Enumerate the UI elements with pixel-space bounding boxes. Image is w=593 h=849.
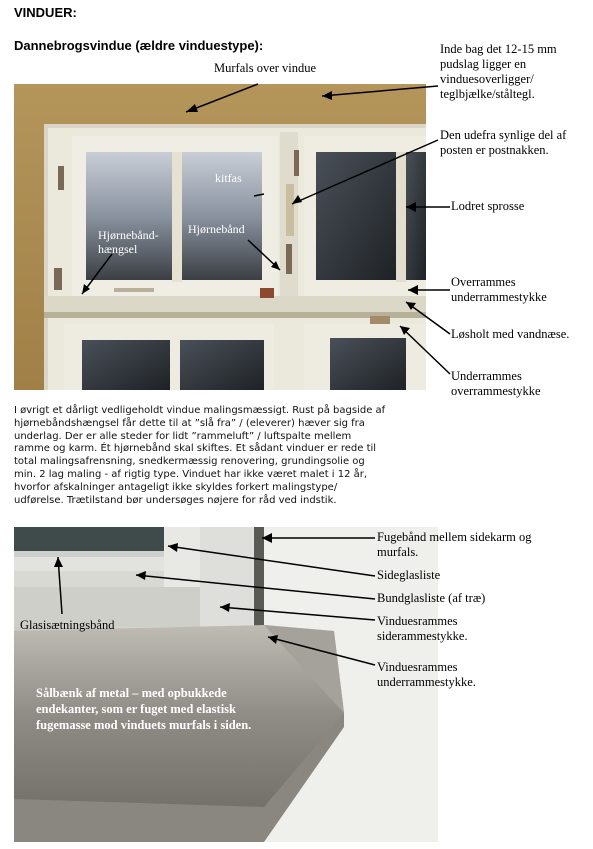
- note-underrammes-line1: Underrammes: [451, 369, 522, 383]
- arrow-sideglasliste: [168, 546, 375, 576]
- paragraph-line-3: underlag. Der er alle steder for lidt ”rammeluft” / luftspalte mellem: [14, 430, 352, 442]
- note-postnakke-line2: posten er postnakken.: [440, 143, 549, 157]
- note-overrammes-line2: underrammestykke: [451, 290, 547, 304]
- note-fugebaand-line1: Fugebånd mellem sidekarm og: [377, 530, 532, 544]
- sill-caption-line1: Sålbænk af metal – med opbukkede: [36, 686, 227, 700]
- note-fugebaand-line2: murfals.: [377, 545, 419, 559]
- note-overrammes-line1: Overrammes: [451, 275, 516, 289]
- note-underrammes-line2: overrammestykke: [451, 384, 541, 398]
- note-underrammestykke-line2: underrammestykke.: [377, 675, 476, 689]
- note-siderammes-line2: siderammestykke.: [377, 629, 468, 643]
- arrowhead-underrammestykke: [268, 635, 278, 644]
- arrowhead-fugebaand: [262, 533, 272, 543]
- arrow-underrammestykke: [268, 637, 375, 665]
- arrowhead-sideglasliste: [168, 543, 178, 552]
- note-underrammestykke-line1: Vinduesrammes: [377, 660, 458, 674]
- sill-caption-line2: endekanter, som er fuget med elastisk: [36, 702, 236, 716]
- note-sprosse: Lodret sprosse: [451, 199, 525, 213]
- note-siderammes-line1: Vinduesrammes: [377, 614, 458, 628]
- label-hjorneband-haengsel-line1: Hjørnebånd-: [98, 228, 159, 242]
- paragraph-line-6: min. 2 lag maling - af rigtig type. Vinduet har ikke været malet i 12 år,: [14, 468, 368, 480]
- label-hjorneband-haengsel-line2: hængsel: [98, 242, 138, 256]
- note-pudslag-line3: vinduesoverligger/: [440, 72, 534, 86]
- label-hjorneband: Hjørnebånd: [188, 222, 245, 236]
- arrowhead-glasisaetningsbaand: [54, 557, 63, 567]
- paragraph-line-4: ramme og karm. Ét hjørnebånd skal skiftes. Et sådant vinduer er rede til: [14, 443, 377, 455]
- paragraph-line-5: total malingsafrensning, snedkermæssig renovering, grundingsolie og: [14, 456, 365, 468]
- arrow-siderammes: [220, 607, 375, 620]
- arrowhead-siderammes: [220, 603, 230, 612]
- note-pudslag-line1: Inde bag det 12-15 mm: [440, 42, 557, 56]
- paragraph-line-2: hjørnebåndshængsel får dette til at ”slå fra” / (eleverer) hæver sig fra: [14, 417, 365, 429]
- arrowhead-bundglasliste: [136, 571, 146, 580]
- note-pudslag-line2: pudslag ligger en: [440, 57, 527, 71]
- paragraph-line-8: udførelse. Trætilstand bør undersøges nøjere for råd ved indstik.: [14, 494, 337, 506]
- note-bundglasliste: Bundglasliste (af træ): [377, 591, 486, 605]
- note-postnakke-line1: Den udefra synlige del af: [440, 128, 567, 142]
- label-murfals: Murfals over vindue: [214, 61, 317, 75]
- note-sideglasliste: Sideglasliste: [377, 568, 441, 582]
- label-glasisaetningsbaand: Glasisætningsbånd: [20, 618, 115, 632]
- sill-caption-line3: fugemasse mod vinduets murfals i siden.: [36, 718, 252, 732]
- note-losholt: Løsholt med vandnæse.: [451, 327, 570, 341]
- page-subheading: Dannebrogsvindue (ældre vinduestype):: [14, 38, 264, 53]
- label-kitfas: kitfas: [215, 171, 242, 185]
- paragraph-line-1: I øvrigt et dårligt vedligeholdt vindue malingsmæssigt. Rust på bagside af: [14, 405, 386, 416]
- arrow-bundglasliste: [136, 575, 375, 599]
- page-heading: VINDUER:: [14, 5, 77, 20]
- note-pudslag-line4: teglbjælke/ståltegl.: [440, 87, 535, 101]
- paragraph-line-7: hvorfor afskalninger antageligt ikke skyldes forkert malingstype/: [14, 481, 338, 493]
